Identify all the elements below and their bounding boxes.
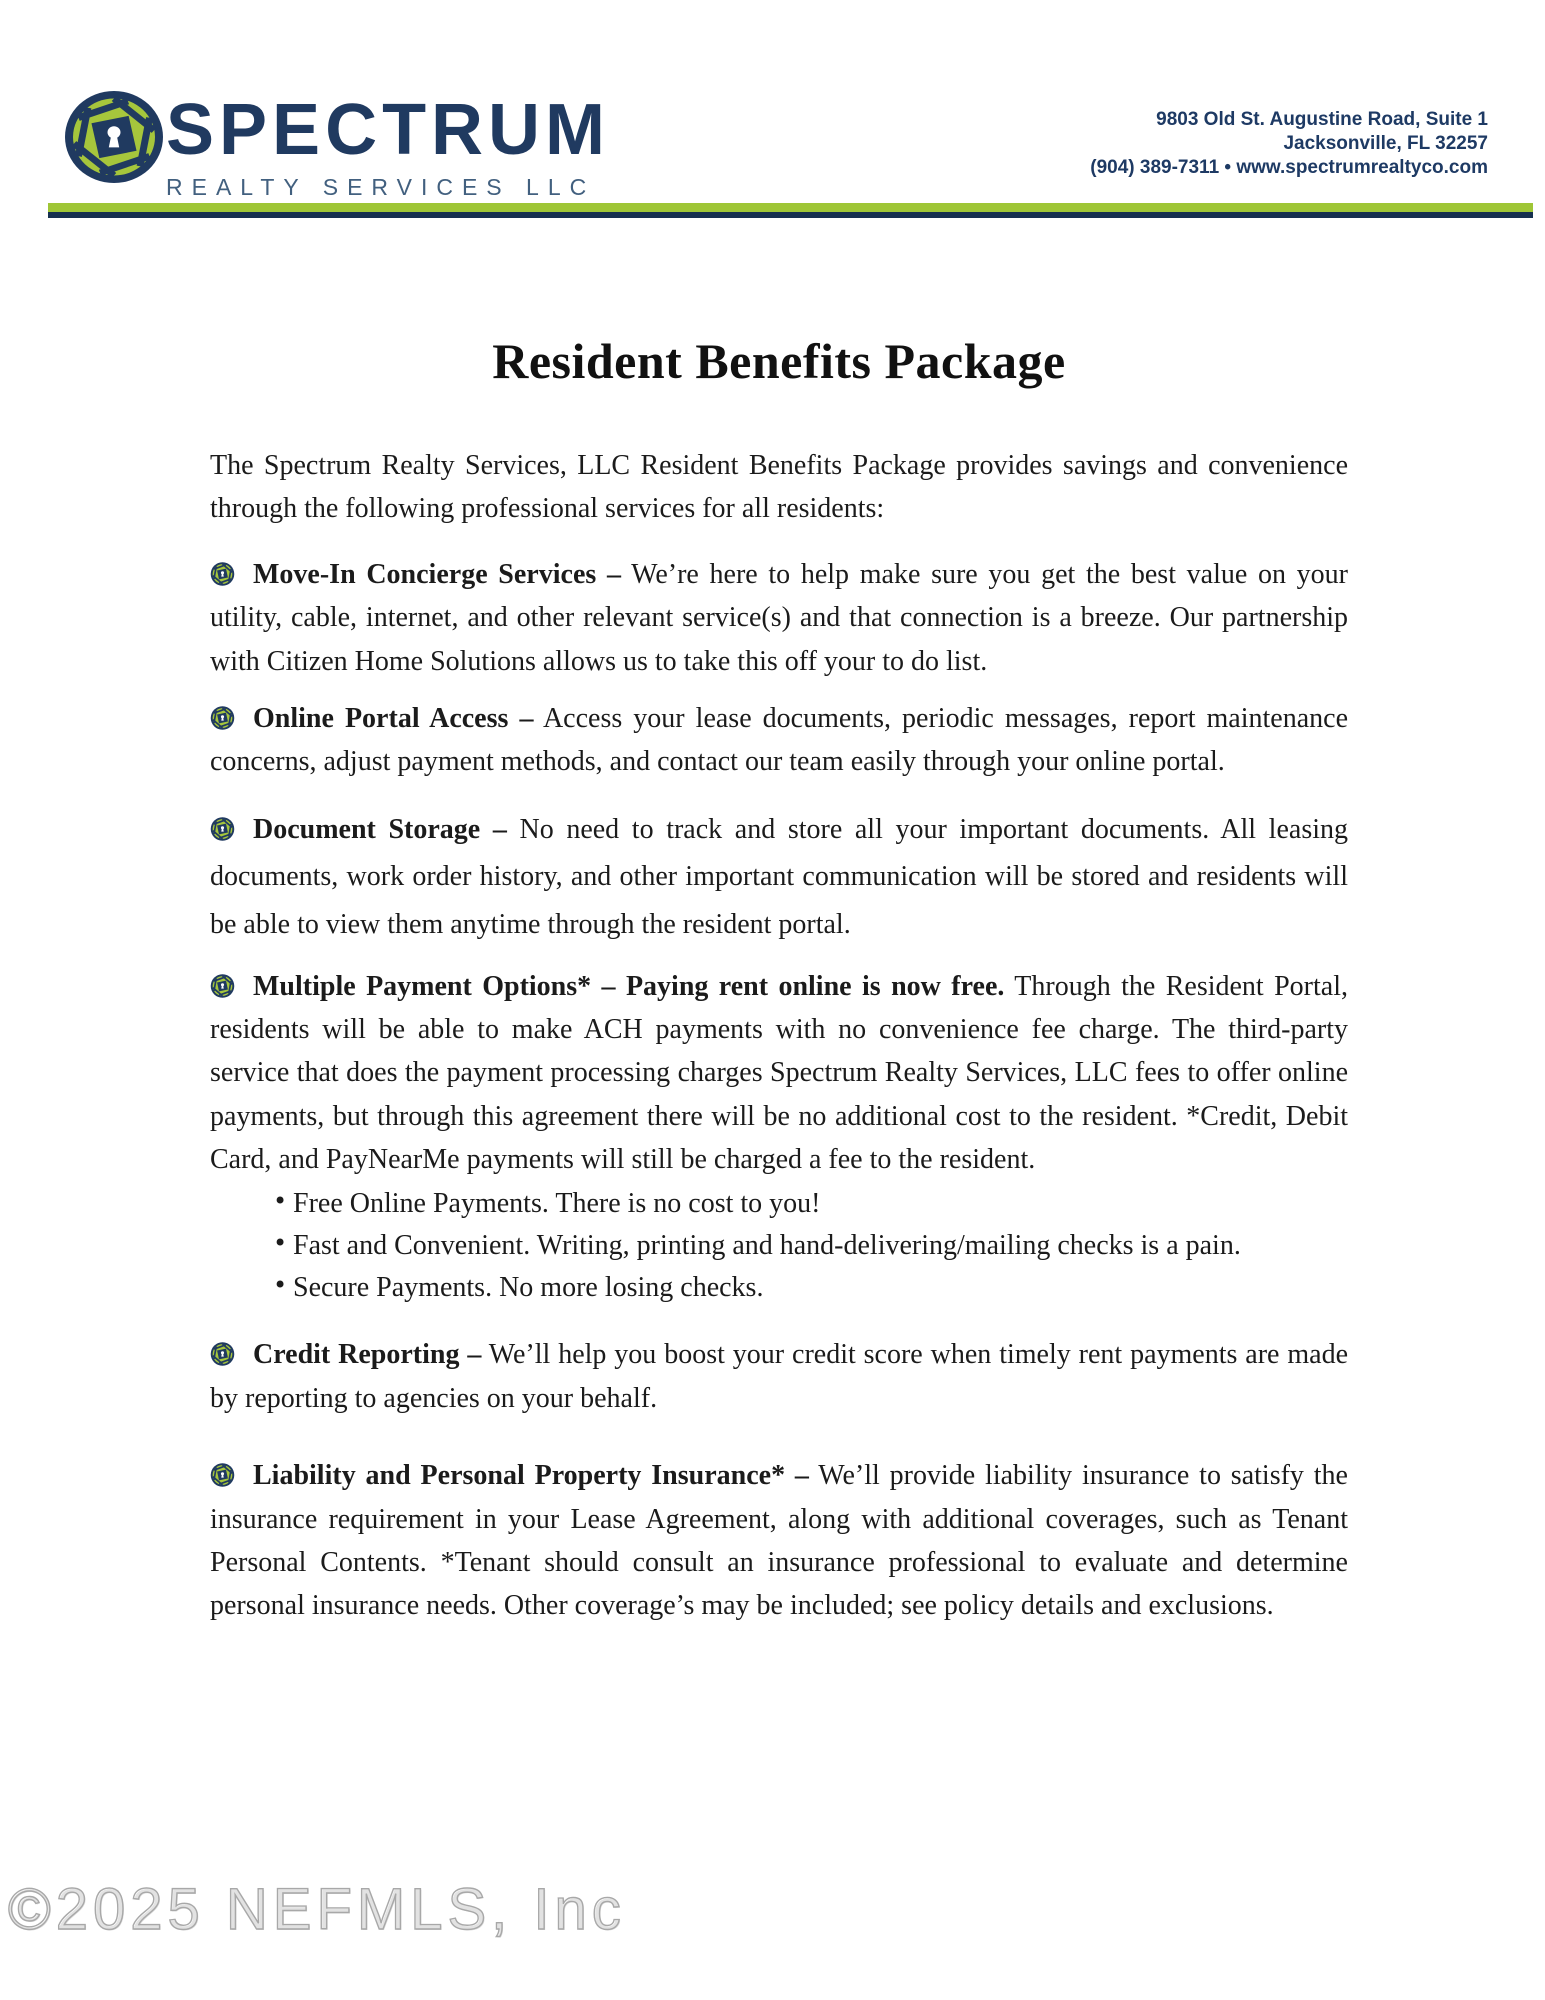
brand-subtitle: REALTY SERVICES LLC	[166, 174, 596, 200]
intro-paragraph: The Spectrum Realty Services, LLC Resident Benefits Package provides savings and convenience through the following professional services for all residents:	[210, 450, 1348, 525]
divider-navy-bar	[48, 212, 1533, 218]
section-heading: Multiple Payment Options* –	[253, 970, 616, 1002]
section-text: Through the Resident Portal, residents will be able to make ACH payments with no convenience fee charge. The third-party service that does the payment processing charges Spectrum Realty Services, LLC fees to offer online payments, but through this agreement there will be no additional cost to the resident. *Credit, Debit Card, and PayNearMe payments will still be charged a fee to the resident.	[210, 970, 1348, 1176]
section-document-storage	[210, 806, 1348, 949]
section-bold-lead: Paying rent online is now free.	[625, 970, 1005, 1002]
section-multiple-payment-options	[210, 965, 1348, 1182]
bullet-dot-icon: •	[273, 1271, 288, 1300]
copyright-watermark: ©2025 NEFMLS, Inc	[8, 1877, 626, 1942]
letterhead-address	[1090, 108, 1488, 180]
bullet-dot-icon: •	[273, 1229, 288, 1258]
section-text: No need to track and store all your important documents. All leasing documents, work order history, and other important communication will be stored and residents will be able to view them anytime through the resident portal.	[210, 813, 1348, 940]
section-heading: Document Storage –	[253, 813, 507, 845]
divider-green-bar	[48, 203, 1533, 212]
list-item-text: Secure Payments. No more losing checks.	[293, 1272, 764, 1304]
payment-benefits-list	[210, 1183, 1348, 1309]
section-heading: Credit Reporting –	[253, 1339, 482, 1371]
spectrum-logo-bullet-icon	[210, 968, 235, 992]
spectrum-logo-bullet-icon	[210, 809, 235, 833]
section-text: We’ll help you boost your credit score when timely rent payments are made by reporting to agencies on your behalf.	[210, 1339, 1349, 1414]
spectrum-aperture-logo-icon	[64, 90, 164, 184]
brand-block	[166, 90, 611, 201]
page-title: Resident Benefits Package	[492, 333, 1066, 389]
spectrum-logo-bullet-icon	[210, 1457, 235, 1481]
spectrum-logo-bullet-icon	[210, 1336, 235, 1360]
section-move-in-concierge	[210, 553, 1348, 683]
list-item-text: Free Online Payments. There is no cost to you!	[293, 1188, 821, 1220]
spectrum-logo-bullet-icon	[210, 556, 235, 580]
document-body	[210, 320, 1348, 1642]
section-text: We’ll provide liability insurance to satisfy the insurance requirement in your Lease Agreement, along with additional coverages, such as Tenant Personal Contents. *Tenant should consult an insurance professional to evaluate and determine personal insurance needs. Other coverage’s may be included; see policy details and exclusions.	[210, 1460, 1348, 1622]
section-heading: Online Portal Access –	[253, 702, 534, 734]
bullet-dot-icon: •	[273, 1187, 288, 1216]
brand-name: SPECTRUM	[166, 90, 611, 170]
section-heading: Liability and Personal Property Insurance* –	[253, 1460, 809, 1492]
section-text: Access your lease documents, periodic messages, report maintenance concerns, adjust payment methods, and contact our team easily through your online portal.	[210, 702, 1348, 778]
section-online-portal	[210, 697, 1348, 784]
list-item-text: Fast and Convenient. Writing, printing and hand-delivering/mailing checks is a pain.	[293, 1230, 1241, 1262]
section-liability-insurance	[210, 1454, 1348, 1628]
section-text: We’re here to help make sure you get the best value on your utility, cable, internet, and other relevant service(s) and that connection is a breeze. Our partnership with Citizen Home Solutions allows us to take this off your to do list.	[210, 558, 1348, 677]
section-credit-reporting	[210, 1333, 1348, 1420]
letterhead-divider	[48, 203, 1533, 218]
list-item	[210, 1267, 1348, 1309]
section-heading: Move-In Concierge Services –	[253, 558, 621, 590]
list-item	[210, 1183, 1348, 1225]
address-line-1: 9803 Old St. Augustine Road, Suite 1	[1156, 109, 1488, 130]
spectrum-logo-bullet-icon	[210, 700, 235, 724]
list-item	[210, 1225, 1348, 1267]
address-line-2: Jacksonville, FL 32257	[1283, 133, 1488, 154]
address-line-3: (904) 389-7311 • www.spectrumrealtyco.com	[1090, 157, 1488, 178]
